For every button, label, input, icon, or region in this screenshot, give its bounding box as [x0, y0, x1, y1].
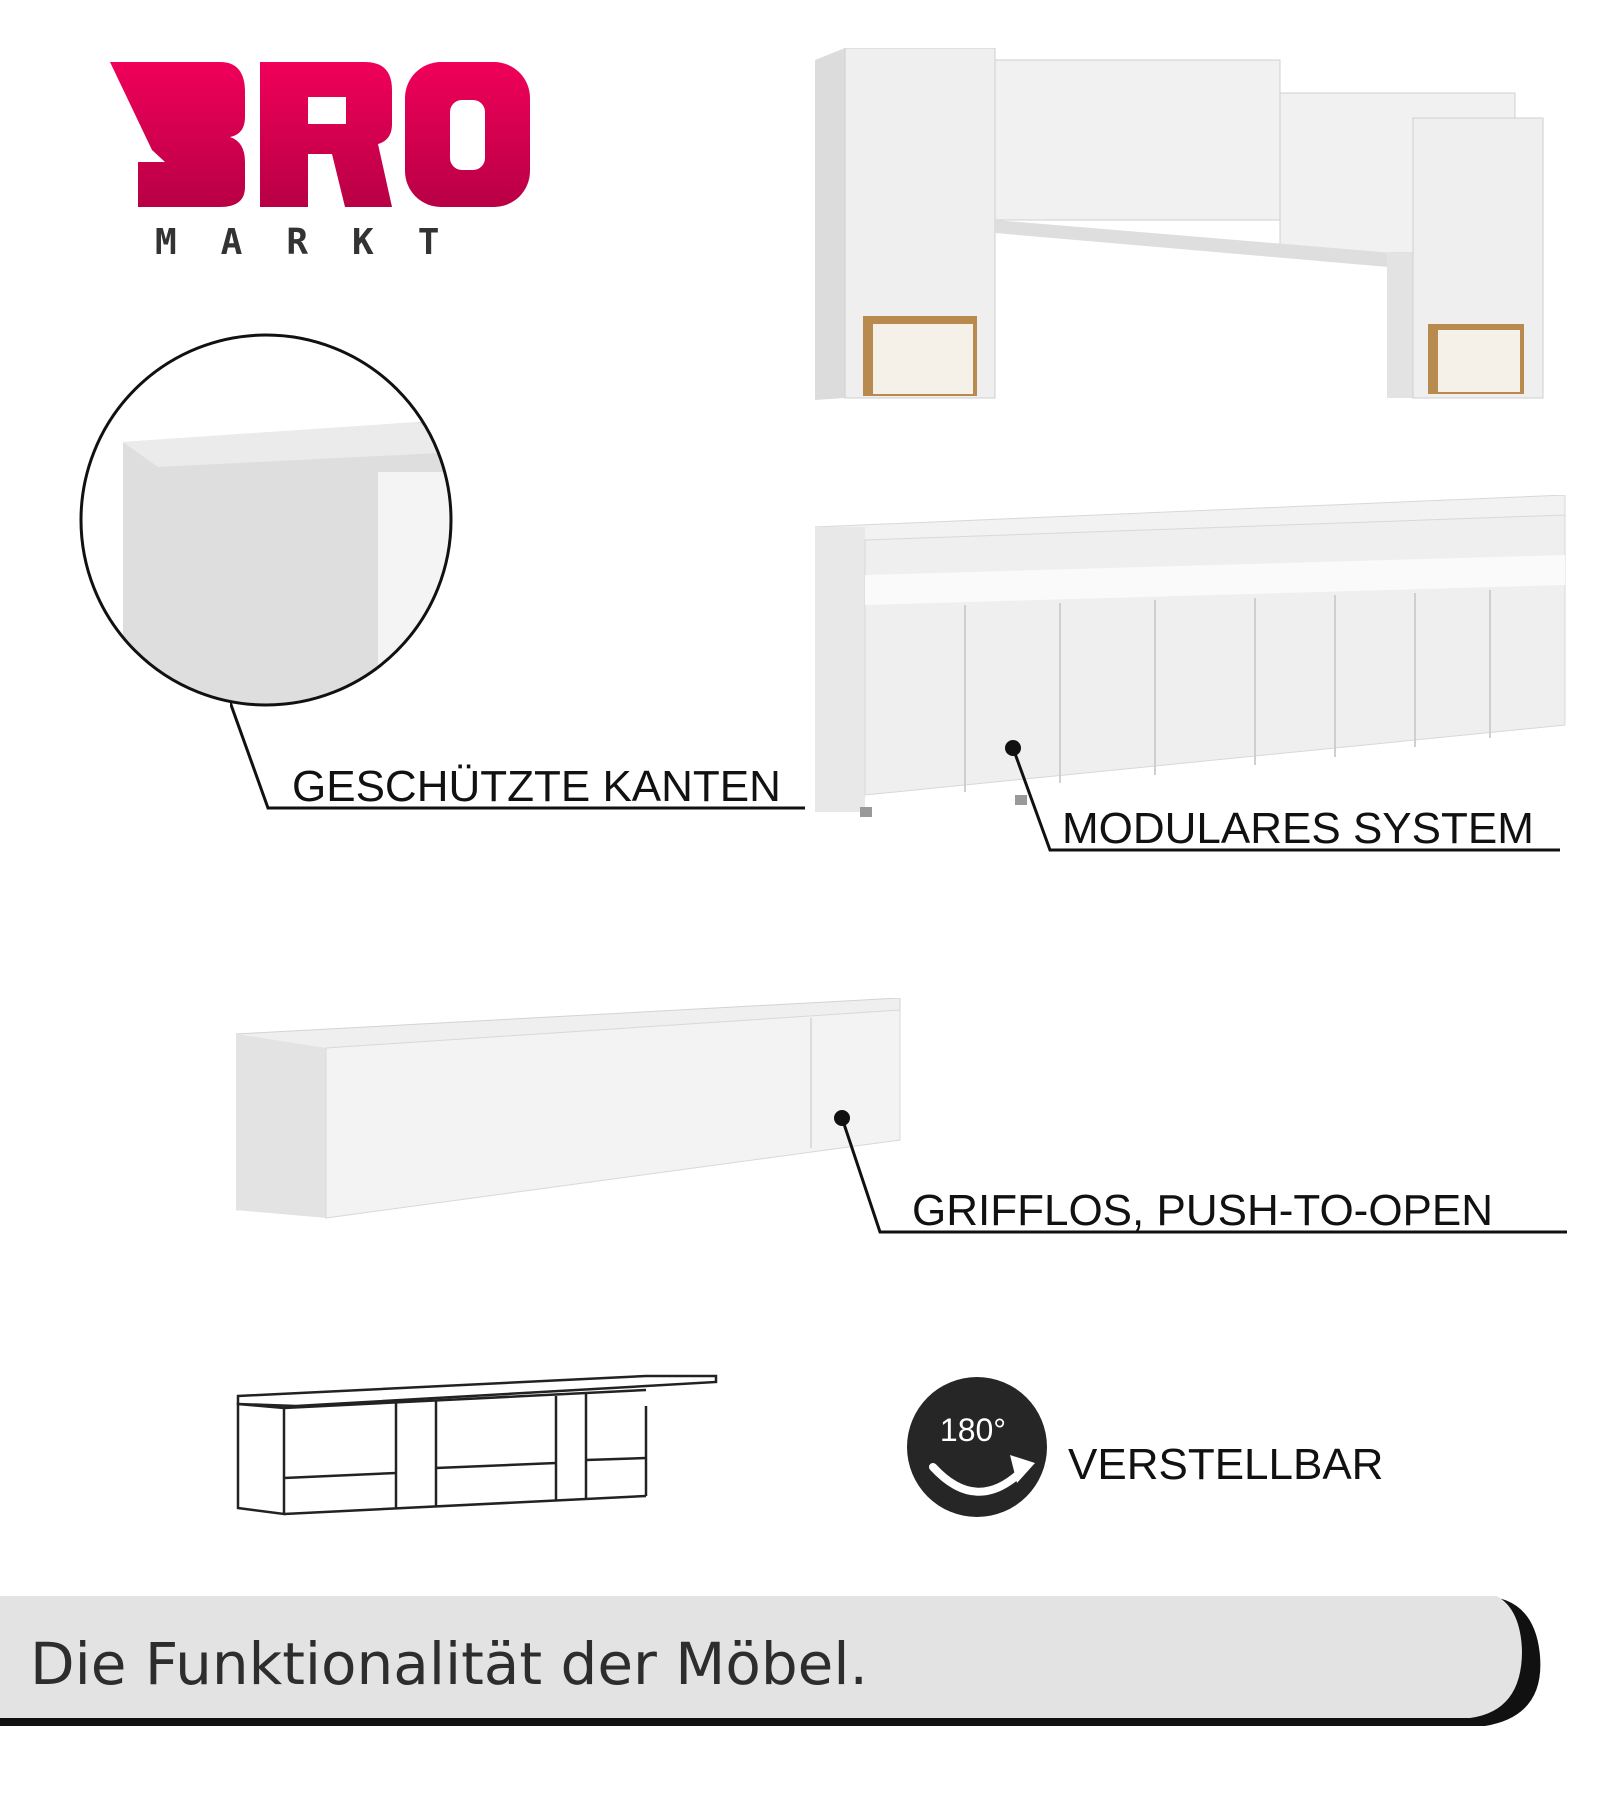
hanging-cabinet-image	[236, 998, 906, 1228]
badge-text: 180°	[939, 1412, 1007, 1448]
brand-logo	[110, 62, 530, 212]
logo-mark	[110, 62, 530, 212]
edge-detail-magnifier	[78, 332, 458, 712]
feature-label-edges: GESCHÜTZTE KANTEN	[292, 762, 781, 811]
wall-unit-image	[815, 48, 1555, 408]
caption-banner-shape	[0, 1596, 1600, 1800]
feature-label-modular: MODULARES SYSTEM	[1062, 804, 1534, 853]
rotate-icon	[905, 1375, 1050, 1520]
caption-text: Die Funktionalität der Möbel.	[30, 1630, 868, 1698]
logo-subtext: MARKT	[155, 222, 484, 263]
shelf-line-drawing	[236, 1368, 722, 1518]
feature-label-adjustable: VERSTELLBAR	[1068, 1440, 1384, 1489]
feature-label-pushopen: GRIFFLOS, PUSH-TO-OPEN	[912, 1186, 1494, 1235]
